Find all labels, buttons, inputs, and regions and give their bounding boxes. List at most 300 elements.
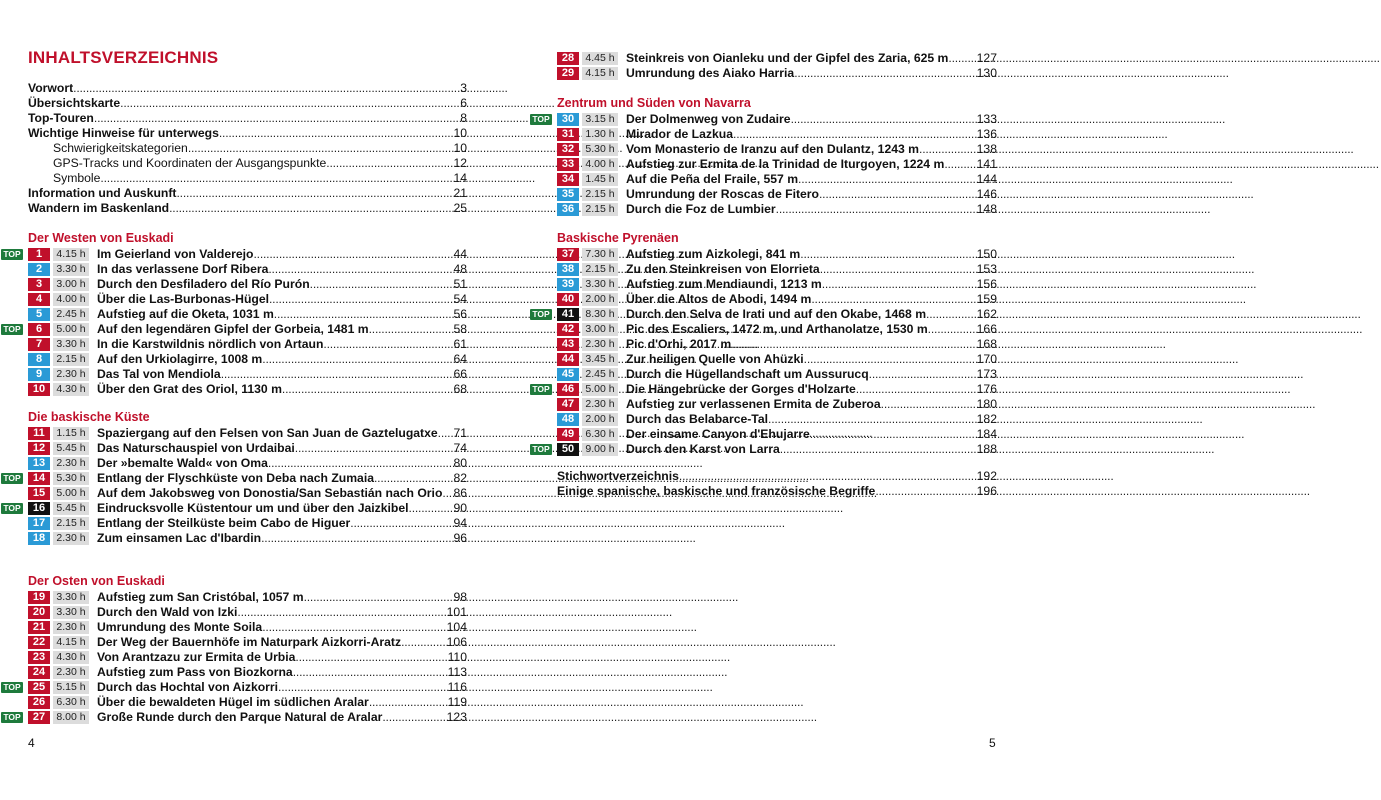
tour-number: 38	[557, 263, 579, 276]
dot-leader	[177, 186, 454, 201]
tour-page: 176	[976, 382, 997, 396]
tour-duration: 2.15 h	[53, 517, 89, 530]
tour-duration: 2.30 h	[53, 666, 89, 679]
tour-number: 31	[557, 128, 579, 141]
tour-title: Durch den Wald von Izki	[97, 605, 238, 619]
dot-leader	[169, 201, 453, 216]
tour-entry[interactable]	[97, 531, 467, 546]
tour-entry[interactable]	[626, 66, 997, 81]
tour-duration: 2.30 h	[53, 532, 89, 545]
tour-page: 159	[976, 292, 997, 306]
tour-title: Über die bewaldeten Hügel im südlichen Aralar	[97, 695, 369, 709]
tour-title: Auf die Peña del Fraile, 557 m	[626, 172, 799, 186]
tour-page: 162	[976, 307, 997, 321]
tour-entry[interactable]	[626, 367, 997, 382]
tour-entry[interactable]	[97, 382, 467, 397]
tour-entry[interactable]	[97, 292, 467, 307]
toc-entry[interactable]	[28, 81, 467, 96]
tour-duration: 4.30 h	[53, 651, 89, 664]
dot-leader	[382, 710, 446, 725]
tour-page: 58	[453, 322, 467, 336]
section-heading: Baskische Pyrenäen	[557, 231, 679, 245]
tour-duration: 2.45 h	[582, 368, 618, 381]
tour-entry[interactable]	[97, 680, 467, 695]
tour-title: Über die Las-Burbonas-Hügel	[97, 292, 269, 306]
dot-leader	[822, 277, 977, 292]
tour-duration: 9.00 h	[582, 443, 618, 456]
tour-number: 14	[28, 472, 50, 485]
tour-entry[interactable]	[626, 157, 997, 172]
dot-leader	[926, 307, 977, 322]
dot-leader	[780, 442, 977, 457]
tour-page: 144	[976, 172, 997, 186]
tour-page: 182	[976, 412, 997, 426]
dot-leader	[219, 126, 454, 141]
dot-leader	[295, 650, 447, 665]
tour-duration: 4.00 h	[582, 158, 618, 171]
tour-number: 45	[557, 368, 579, 381]
tour-title: Vom Monasterio de Iranzu auf den Dulantz, 1243 m	[626, 142, 920, 156]
tour-page: 66	[453, 367, 467, 381]
tour-page: 166	[976, 322, 997, 336]
tour-duration: 4.45 h	[582, 52, 618, 65]
tour-title: In das verlassene Dorf Ribera	[97, 262, 269, 276]
tour-title: Durch den Selva de Irati und auf den Okabe, 1468 m	[626, 307, 927, 321]
tour-title: Steinkreis von Oianleku und der Gipfel des Zaria, 625 m	[626, 51, 949, 65]
tour-number: 18	[28, 532, 50, 545]
dot-leader	[438, 426, 454, 441]
page-title: INHALTSVERZEICHNIS	[28, 48, 219, 67]
tour-title: In die Karstwildnis nördlich von Artaun	[97, 337, 324, 351]
top-badge: TOP	[530, 309, 552, 320]
tour-duration: 2.30 h	[582, 398, 618, 411]
dot-leader	[282, 382, 454, 397]
dot-leader	[100, 171, 453, 186]
tour-number: 44	[557, 353, 579, 366]
tour-entry[interactable]	[626, 187, 997, 202]
toc-entry-title: Schwierigkeitskategorien	[53, 141, 188, 155]
tour-duration: 2.30 h	[53, 457, 89, 470]
tour-page: 96	[453, 531, 467, 545]
tour-title: Die Hängebrücke der Gorges d'Holzarte	[626, 382, 856, 396]
dot-leader	[948, 51, 976, 66]
tour-entry[interactable]	[626, 427, 997, 442]
toc-entry[interactable]	[53, 171, 467, 186]
toc-entry[interactable]	[28, 126, 467, 141]
toc-entry-page: 192	[976, 469, 997, 483]
tour-page: 74	[453, 441, 467, 455]
dot-leader	[733, 127, 977, 142]
tour-page: 54	[453, 292, 467, 306]
tour-page: 138	[976, 142, 997, 156]
dot-leader	[310, 277, 454, 292]
page-number: 5	[989, 736, 996, 750]
tour-page: 188	[976, 442, 997, 456]
tour-entry[interactable]	[97, 650, 467, 665]
tour-page: 94	[453, 516, 467, 530]
tour-number: 21	[28, 621, 50, 634]
tour-title: Entlang der Steilküste beim Cabo de Higuer	[97, 516, 351, 530]
tour-number: 16	[28, 502, 50, 515]
dot-leader	[928, 322, 977, 337]
tour-entry[interactable]	[626, 277, 997, 292]
tour-entry[interactable]	[97, 262, 467, 277]
tour-page: 180	[976, 397, 997, 411]
tour-duration: 3.45 h	[582, 353, 618, 366]
dot-leader	[269, 292, 453, 307]
tour-entry[interactable]	[97, 426, 467, 441]
tour-entry[interactable]	[626, 397, 997, 412]
tour-title: Von Arantzazu zur Ermita de Urbia	[97, 650, 296, 664]
tour-duration: 5.15 h	[53, 681, 89, 694]
tour-title: Pic d'Orhi, 2017 m	[626, 337, 732, 351]
tour-title: Das Tal von Mendiola	[97, 367, 221, 381]
tour-number: 23	[28, 651, 50, 664]
tour-duration: 5.30 h	[53, 472, 89, 485]
dot-leader	[679, 469, 977, 484]
tour-entry[interactable]	[626, 292, 997, 307]
tour-page: 153	[976, 262, 997, 276]
left-page	[0, 0, 500, 800]
tour-entry[interactable]	[626, 322, 997, 337]
tour-entry[interactable]	[626, 51, 997, 66]
dot-leader	[409, 501, 454, 516]
tour-entry[interactable]	[97, 456, 467, 471]
section-heading: Der Osten von Euskadi	[28, 574, 165, 588]
top-badge: TOP	[1, 249, 23, 260]
tour-title: Zu den Steinkreisen von Elorrieta	[626, 262, 820, 276]
tour-number: 33	[557, 158, 579, 171]
tour-title: Auf dem Jakobsweg von Donostia/San Sebastián nach Orio	[97, 486, 443, 500]
tour-entry[interactable]	[626, 412, 997, 427]
tour-entry[interactable]	[97, 501, 467, 516]
toc-entry-page: 3	[460, 81, 467, 95]
tour-duration: 4.15 h	[582, 67, 618, 80]
tour-page: 156	[976, 277, 997, 291]
tour-page: 136	[976, 127, 997, 141]
tour-title: Aufstieg zum Pass von Biozkorna	[97, 665, 293, 679]
tour-duration: 2.15 h	[582, 203, 618, 216]
tour-title: Entlang der Flyschküste von Deba nach Zumaia	[97, 471, 374, 485]
toc-entry-title: Wandern im Baskenland	[28, 201, 170, 215]
tour-entry[interactable]	[97, 307, 467, 322]
dot-leader	[295, 441, 454, 456]
tour-number: 35	[557, 188, 579, 201]
tour-title: Durch den Karst von Larra	[626, 442, 780, 456]
tour-number: 36	[557, 203, 579, 216]
tour-page: 146	[976, 187, 997, 201]
tour-duration: 2.15 h	[582, 188, 618, 201]
tour-number: 41	[557, 308, 579, 321]
tour-page: 168	[976, 337, 997, 351]
tour-title: Durch den Desfiladero del Río Purón	[97, 277, 310, 291]
tour-number: 26	[28, 696, 50, 709]
dot-leader	[800, 247, 976, 262]
right-page	[500, 0, 1000, 800]
tour-page: 68	[453, 382, 467, 396]
tour-number: 24	[28, 666, 50, 679]
tour-entry[interactable]	[97, 665, 467, 680]
tour-duration: 5.00 h	[53, 487, 89, 500]
tour-entry[interactable]	[626, 247, 997, 262]
tour-duration: 3.00 h	[582, 323, 618, 336]
tour-entry[interactable]	[626, 337, 997, 352]
tour-number: 13	[28, 457, 50, 470]
tour-title: Eindrucksvolle Küstentour um und über den Jaizkibel	[97, 501, 409, 515]
toc-entry-title: Stichwortverzeichnis	[557, 469, 679, 483]
dot-leader	[304, 590, 454, 605]
tour-entry[interactable]	[626, 202, 997, 217]
tour-duration: 4.15 h	[53, 636, 89, 649]
tour-entry[interactable]	[97, 337, 467, 352]
dot-leader	[188, 141, 454, 156]
tour-duration: 2.30 h	[582, 338, 618, 351]
tour-entry[interactable]	[626, 127, 997, 142]
top-badge: TOP	[530, 114, 552, 125]
tour-page: 141	[976, 157, 997, 171]
tour-number: 39	[557, 278, 579, 291]
tour-entry[interactable]	[97, 635, 467, 650]
dot-leader	[253, 247, 453, 262]
tour-number: 43	[557, 338, 579, 351]
tour-number: 40	[557, 293, 579, 306]
tour-duration: 5.45 h	[53, 502, 89, 515]
tour-page: 130	[976, 66, 997, 80]
dot-leader	[881, 397, 977, 412]
tour-duration: 1.45 h	[582, 173, 618, 186]
tour-entry[interactable]	[626, 352, 997, 367]
tour-page: 133	[976, 112, 997, 126]
toc-entry-title: Übersichtskarte	[28, 96, 121, 110]
dot-leader	[369, 322, 454, 337]
tour-duration: 3.15 h	[582, 113, 618, 126]
tour-number: 9	[28, 368, 50, 381]
dot-leader	[819, 187, 977, 202]
tour-duration: 2.00 h	[582, 413, 618, 426]
tour-page: 123	[446, 710, 467, 724]
top-badge: TOP	[530, 384, 552, 395]
tour-entry[interactable]	[97, 277, 467, 292]
tour-duration: 2.30 h	[53, 368, 89, 381]
tour-number: 27	[28, 711, 50, 724]
dot-leader	[820, 262, 977, 277]
tour-number: 17	[28, 517, 50, 530]
tour-entry[interactable]	[97, 486, 467, 501]
tour-page: 150	[976, 247, 997, 261]
dot-leader	[731, 337, 976, 352]
tour-page: 86	[453, 486, 467, 500]
dot-leader	[262, 352, 453, 367]
toc-entry-page: 10	[453, 126, 467, 140]
tour-title: Der Dolmenweg von Zudaire	[626, 112, 791, 126]
tour-title: Aufstieg zum San Cristóbal, 1057 m	[97, 590, 304, 604]
dot-leader	[262, 620, 446, 635]
tour-entry[interactable]	[97, 247, 467, 262]
toc-entry-page: 21	[453, 186, 467, 200]
tour-title: Durch das Belabarce-Tal	[626, 412, 769, 426]
tour-page: 119	[447, 695, 467, 709]
tour-page: 44	[453, 247, 467, 261]
toc-entry[interactable]	[557, 484, 997, 499]
tour-number: 12	[28, 442, 50, 455]
tour-number: 30	[557, 113, 579, 126]
dot-leader	[237, 605, 446, 620]
tour-page: 113	[447, 665, 467, 679]
tour-number: 34	[557, 173, 579, 186]
tour-duration: 4.30 h	[53, 383, 89, 396]
tour-page: 98	[453, 590, 467, 604]
tour-entry[interactable]	[97, 471, 467, 486]
tour-duration: 8.00 h	[53, 711, 89, 724]
tour-duration: 6.30 h	[53, 696, 89, 709]
tour-page: 71	[453, 426, 467, 440]
toc-entry[interactable]	[28, 96, 467, 111]
tour-duration: 5.45 h	[53, 442, 89, 455]
tour-title: Das Naturschauspiel von Urdaibai	[97, 441, 295, 455]
tour-duration: 2.30 h	[53, 621, 89, 634]
tour-duration: 1.15 h	[53, 427, 89, 440]
tour-duration: 3.00 h	[53, 278, 89, 291]
top-badge: TOP	[1, 682, 23, 693]
tour-duration: 7.30 h	[582, 248, 618, 261]
tour-entry[interactable]	[97, 695, 467, 710]
toc-entry-title: Einige spanische, baskische und französische Begriffe	[557, 484, 876, 498]
tour-number: 7	[28, 338, 50, 351]
tour-entry[interactable]	[97, 322, 467, 337]
tour-entry[interactable]	[97, 441, 467, 456]
dot-leader	[261, 531, 453, 546]
tour-page: 101	[446, 605, 467, 619]
tour-title: Über die Altos de Abodi, 1494 m	[626, 292, 812, 306]
tour-title: Über den Grat des Oriol, 1130 m	[97, 382, 282, 396]
dot-leader	[120, 96, 460, 111]
dot-leader	[944, 157, 976, 172]
tour-entry[interactable]	[97, 590, 467, 605]
tour-page: 116	[447, 680, 467, 694]
tour-duration: 3.30 h	[53, 606, 89, 619]
page-number: 4	[28, 736, 35, 750]
toc-entry-page: 14	[453, 171, 467, 185]
dot-leader	[768, 412, 977, 427]
tour-title: Aufstieg zum Aizkolegi, 841 m	[626, 247, 801, 261]
tour-page: 148	[976, 202, 997, 216]
tour-title: Große Runde durch den Parque Natural de Aralar	[97, 710, 383, 724]
tour-number: 28	[557, 52, 579, 65]
toc-entry-title: Top-Touren	[28, 111, 94, 125]
dot-leader	[875, 484, 976, 499]
tour-number: 47	[557, 398, 579, 411]
section-heading: Der Westen von Euskadi	[28, 231, 174, 245]
tour-entry[interactable]	[626, 172, 997, 187]
tour-title: Durch die Foz de Lumbier	[626, 202, 776, 216]
tour-number: 25	[28, 681, 50, 694]
tour-number: 37	[557, 248, 579, 261]
tour-number: 19	[28, 591, 50, 604]
tour-number: 6	[28, 323, 50, 336]
toc-entry[interactable]	[53, 141, 467, 156]
dot-leader	[293, 665, 448, 680]
dot-leader	[94, 111, 460, 126]
tour-duration: 2.45 h	[53, 308, 89, 321]
tour-number: 3	[28, 278, 50, 291]
tour-duration: 5.00 h	[582, 383, 618, 396]
tour-title: Pic des Escaliers, 1472 m, und Arthanolatze, 1530 m	[626, 322, 928, 336]
tour-page: 127	[976, 51, 997, 65]
tour-duration: 6.30 h	[582, 428, 618, 441]
tour-entry[interactable]	[97, 710, 467, 725]
toc-entry[interactable]	[557, 469, 997, 484]
tour-number: 15	[28, 487, 50, 500]
dot-leader	[278, 680, 448, 695]
dot-leader	[811, 292, 976, 307]
toc-entry[interactable]	[28, 111, 467, 126]
tour-entry[interactable]	[97, 620, 467, 635]
tour-number: 5	[28, 308, 50, 321]
tour-entry[interactable]	[626, 112, 997, 127]
tour-title: Aufstieg auf die Oketa, 1031 m	[97, 307, 274, 321]
tour-page: 61	[453, 337, 467, 351]
dot-leader	[442, 486, 453, 501]
tour-entry[interactable]	[97, 605, 467, 620]
tour-title: Aufstieg zur Ermita de la Trinidad de Iturgoyen, 1224 m	[626, 157, 945, 171]
tour-page: 110	[447, 650, 467, 664]
tour-page: 51	[453, 277, 467, 291]
section-heading: Die baskische Küste	[28, 410, 150, 424]
toc-entry[interactable]	[28, 201, 467, 216]
tour-title: Mirador de Lazkua	[626, 127, 734, 141]
toc-entry-page: 12	[453, 156, 467, 170]
tour-entry[interactable]	[97, 352, 467, 367]
dot-leader	[810, 427, 977, 442]
toc-entry[interactable]	[28, 186, 467, 201]
tour-entry[interactable]	[626, 262, 997, 277]
dot-leader	[369, 695, 448, 710]
toc-entry-title: Wichtige Hinweise für unterwegs	[28, 126, 219, 140]
tour-title: Durch die Hügellandschaft um Aussurucq	[626, 367, 869, 381]
tour-title: Aufstieg zur verlassenen Ermita de Zuberoa	[626, 397, 881, 411]
dot-leader	[221, 367, 454, 382]
top-badge: TOP	[1, 473, 23, 484]
dot-leader	[274, 307, 454, 322]
tour-number: 2	[28, 263, 50, 276]
tour-page: 64	[453, 352, 467, 366]
tour-number: 20	[28, 606, 50, 619]
tour-entry[interactable]	[626, 142, 997, 157]
tour-page: 90	[453, 501, 467, 515]
tour-entry[interactable]	[97, 516, 467, 531]
tour-entry[interactable]	[626, 382, 997, 397]
tour-entry[interactable]	[626, 442, 997, 457]
dot-leader	[804, 352, 977, 367]
tour-entry[interactable]	[97, 367, 467, 382]
tour-number: 29	[557, 67, 579, 80]
toc-entry[interactable]	[53, 156, 467, 171]
dot-leader	[869, 367, 977, 382]
tour-title: Der Weg der Bauernhöfe im Naturpark Aizkorri-Aratz	[97, 635, 402, 649]
dot-leader	[73, 81, 460, 96]
dot-leader	[919, 142, 977, 157]
tour-duration: 2.15 h	[582, 263, 618, 276]
dot-leader	[326, 156, 453, 171]
top-badge: TOP	[1, 324, 23, 335]
tour-duration: 5.30 h	[582, 143, 618, 156]
tour-duration: 4.15 h	[53, 248, 89, 261]
tour-number: 4	[28, 293, 50, 306]
dot-leader	[268, 262, 453, 277]
tour-entry[interactable]	[626, 307, 997, 322]
tour-duration: 2.00 h	[582, 293, 618, 306]
dot-leader	[268, 456, 454, 471]
